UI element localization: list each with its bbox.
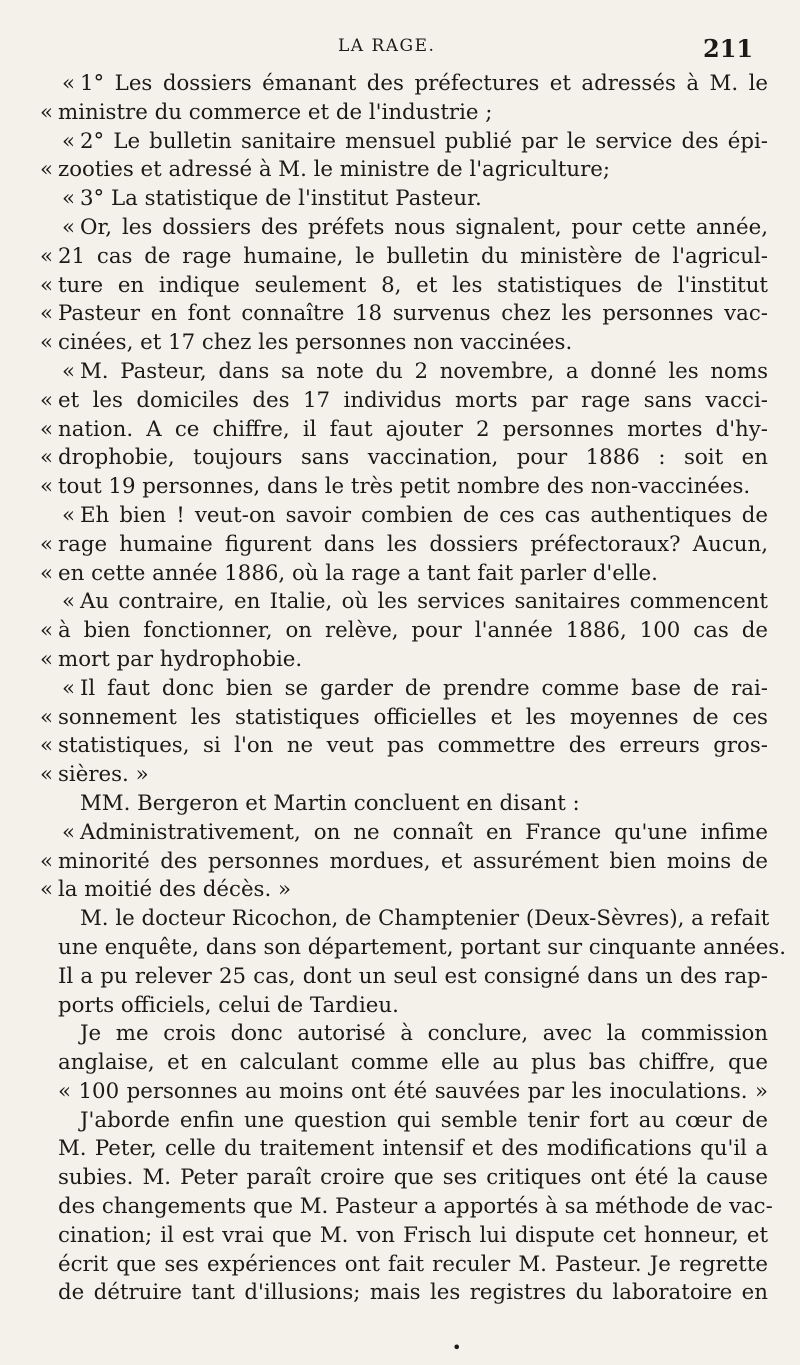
text-line [58, 1020, 768, 1049]
text-line [58, 1193, 773, 1222]
text-line: « zooties et adressé à M. le ministre de l'agriculture; [40, 157, 611, 183]
text-line: « Au contraire, en Italie, où les services sanitaires commencent [62, 589, 768, 615]
text-line [58, 992, 768, 1021]
text-line-content: M. le docteur Ricochon, de Champtenier (Deux-Sèvres), a refait [80, 906, 770, 932]
text-line: « la moitié des décès. » [40, 877, 292, 903]
text-line-content: Je me crois donc autorisé à conclure, avec la commission [80, 1021, 768, 1047]
text-line [58, 1251, 768, 1280]
text-line: « cinées, et 17 chez les personnes non vaccinées. [40, 330, 573, 356]
text-line [58, 905, 768, 934]
text-line: « 1° Les dossiers émanant des préfectures et adressés à M. le [62, 71, 768, 96]
text-line-content: M. Peter, celle du traitement intensif et des modifications qu'il a [58, 1136, 768, 1162]
text-line-content: minorité des personnes mordues, et assurément bien moins de [58, 848, 768, 874]
page-header [0, 34, 800, 64]
text-line-content: Or, les dossiers des préfets nous signalent, pour cette année, [80, 214, 768, 240]
text-line-content: Il faut donc bien se garder de prendre comme base de rai- [80, 675, 768, 701]
text-line [58, 1135, 768, 1164]
text-line: « sonnement les statistiques officielles et les moyennes de ces [40, 704, 768, 730]
text-line: « Administrativement, on ne connaît en France qu'une infime [62, 819, 768, 845]
text-line-content: Il a pu relever 25 cas, dont un seul est consigné dans un des rap- [58, 963, 768, 989]
text-line-content: des changements que M. Pasteur a apportés à sa méthode de vac- [58, 1194, 773, 1220]
text-line [58, 934, 786, 963]
text-line-content: Administrativement, on ne connaît en France qu'une infime [80, 819, 768, 845]
text-line: « 2° Le bulletin sanitaire mensuel publié par le service des épi- [62, 128, 768, 154]
text-line [58, 1049, 768, 1078]
text-line: « statistiques, si l'on ne veut pas commettre des erreurs gros- [40, 733, 768, 759]
text-line-content: à bien fonctionner, on relève, pour l'année 1886, 100 cas de [58, 618, 768, 644]
text-line: « sières. » [40, 762, 149, 788]
text-line [58, 1107, 768, 1136]
text-line-content: M. Pasteur, dans sa note du 2 novembre, a donné les noms [80, 358, 768, 384]
text-line-content: Eh bien ! veut-on savoir combien de ces cas authentiques de [80, 502, 768, 528]
body-text [40, 70, 786, 1308]
text-line: « 21 cas de rage humaine, le bulletin du ministère de l'agricul- [40, 243, 768, 269]
text-line-content: « 100 personnes au moins ont été sauvées par les inoculations. » [58, 1078, 768, 1104]
text-line-content: de détruire tant d'illusions; mais les registres du laboratoire en [58, 1280, 768, 1306]
text-line-content: cinées, et 17 chez les personnes non vaccinées. [58, 330, 573, 356]
text-line: « et les domiciles des 17 individus morts par rage sans vacci- [40, 387, 768, 413]
text-line-content: rage humaine figurent dans les dossiers préfectoraux? Aucun, [58, 531, 768, 557]
text-line: « mort par hydrophobie. [40, 646, 303, 672]
running-title: LA RAGE. [338, 36, 436, 56]
text-line [58, 790, 768, 819]
text-line-content: écrit que ses expériences ont fait reculer M. Pasteur. Je regrette [58, 1251, 768, 1277]
text-line [58, 1078, 768, 1107]
text-line-content: ports officiels, celui de Tardieu. [58, 992, 399, 1018]
text-line-content: mort par hydrophobie. [58, 646, 303, 672]
text-line-content: MM. Bergeron et Martin concluent en disant : [80, 790, 580, 816]
text-line-content: une enquête, dans son département, portant sur cinquante années. [58, 934, 786, 960]
text-line-content: tout 19 personnes, dans le très petit nombre des non-vaccinées. [58, 474, 751, 500]
text-line: « en cette année 1886, où la rage a tant fait parler d'elle. [40, 560, 658, 586]
text-line-content: sières. » [58, 762, 149, 788]
text-line: « Il faut donc bien se garder de prendre comme base de rai- [62, 675, 768, 701]
text-line-content: ministre du commerce et de l'industrie ; [58, 99, 493, 125]
text-line-content: et les domiciles des 17 individus morts par rage sans vacci- [58, 387, 768, 413]
text-line [58, 1222, 768, 1251]
text-line: « drophobie, toujours sans vaccination, pour 1886 : soit en [40, 445, 768, 471]
text-line-content: J'aborde enfin une question qui semble tenir fort au cœur de [80, 1107, 768, 1133]
text-line-content: Au contraire, en Italie, où les services sanitaires commencent [80, 589, 768, 615]
text-line: « Eh bien ! veut-on savoir combien de ces cas authentiques de [62, 502, 768, 528]
text-line: « tout 19 personnes, dans le très petit nombre des non-vaccinées. [40, 474, 751, 500]
text-line-content: 21 cas de rage humaine, le bulletin du ministère de l'agricul- [58, 243, 768, 269]
text-line: « 3° La statistique de l'institut Pasteur. [62, 186, 482, 212]
text-line-content: subies. M. Peter paraît croire que ses critiques ont été la cause [58, 1165, 768, 1191]
text-line: « ture en indique seulement 8, et les statistiques de l'institut [40, 272, 768, 298]
text-line-content: 1° Les dossiers émanant des préfectures et adressés à M. le [80, 71, 768, 96]
text-line-content: statistiques, si l'on ne veut pas commettre des erreurs gros- [58, 733, 768, 759]
text-line [58, 1279, 768, 1308]
text-line-content: sonnement les statistiques officielles et les moyennes de ces [58, 704, 768, 730]
text-line: « minorité des personnes mordues, et assurément bien moins de [40, 848, 768, 874]
text-line: « rage humaine figurent dans les dossiers préfectoraux? Aucun, [40, 531, 768, 557]
text-line [58, 1164, 768, 1193]
text-line-content: 3° La statistique de l'institut Pasteur. [80, 186, 482, 212]
text-line-content: cination; il est vrai que M. von Frisch lui dispute cet honneur, et [58, 1222, 768, 1248]
text-line-content: la moitié des décès. » [58, 877, 292, 903]
text-line-content: Pasteur en font connaître 18 survenus chez les personnes vac- [58, 301, 768, 327]
text-line-content: en cette année 1886, où la rage a tant fait parler d'elle. [58, 560, 658, 586]
text-line [58, 963, 768, 992]
text-line-content: anglaise, et en calculant comme elle au plus bas chiffre, que [58, 1050, 768, 1076]
text-line: « à bien fonctionner, on relève, pour l'année 1886, 100 cas de [40, 618, 768, 644]
page-number: 211 [703, 34, 754, 63]
text-line-content: ture en indique seulement 8, et les statistiques de l'institut [58, 272, 768, 298]
text-line: « ministre du commerce et de l'industrie ; [40, 99, 493, 125]
text-line-content: 2° Le bulletin sanitaire mensuel publié par le service des épi- [80, 128, 768, 154]
text-line: « Pasteur en font connaître 18 survenus chez les personnes vac- [40, 301, 768, 327]
text-line: « Or, les dossiers des préfets nous signalent, pour cette année, [62, 214, 768, 240]
text-line: « M. Pasteur, dans sa note du 2 novembre, a donné les noms [62, 358, 768, 384]
text-line-content: drophobie, toujours sans vaccination, pour 1886 : soit en [58, 445, 768, 471]
text-line: « nation. A ce chiffre, il faut ajouter 2 personnes mortes d'hy- [40, 416, 768, 442]
text-line-content: zooties et adressé à M. le ministre de l'agriculture; [58, 157, 611, 183]
text-line-content: nation. A ce chiffre, il faut ajouter 2 personnes mortes d'hy- [58, 416, 768, 442]
footer-mark: • [452, 1338, 462, 1357]
